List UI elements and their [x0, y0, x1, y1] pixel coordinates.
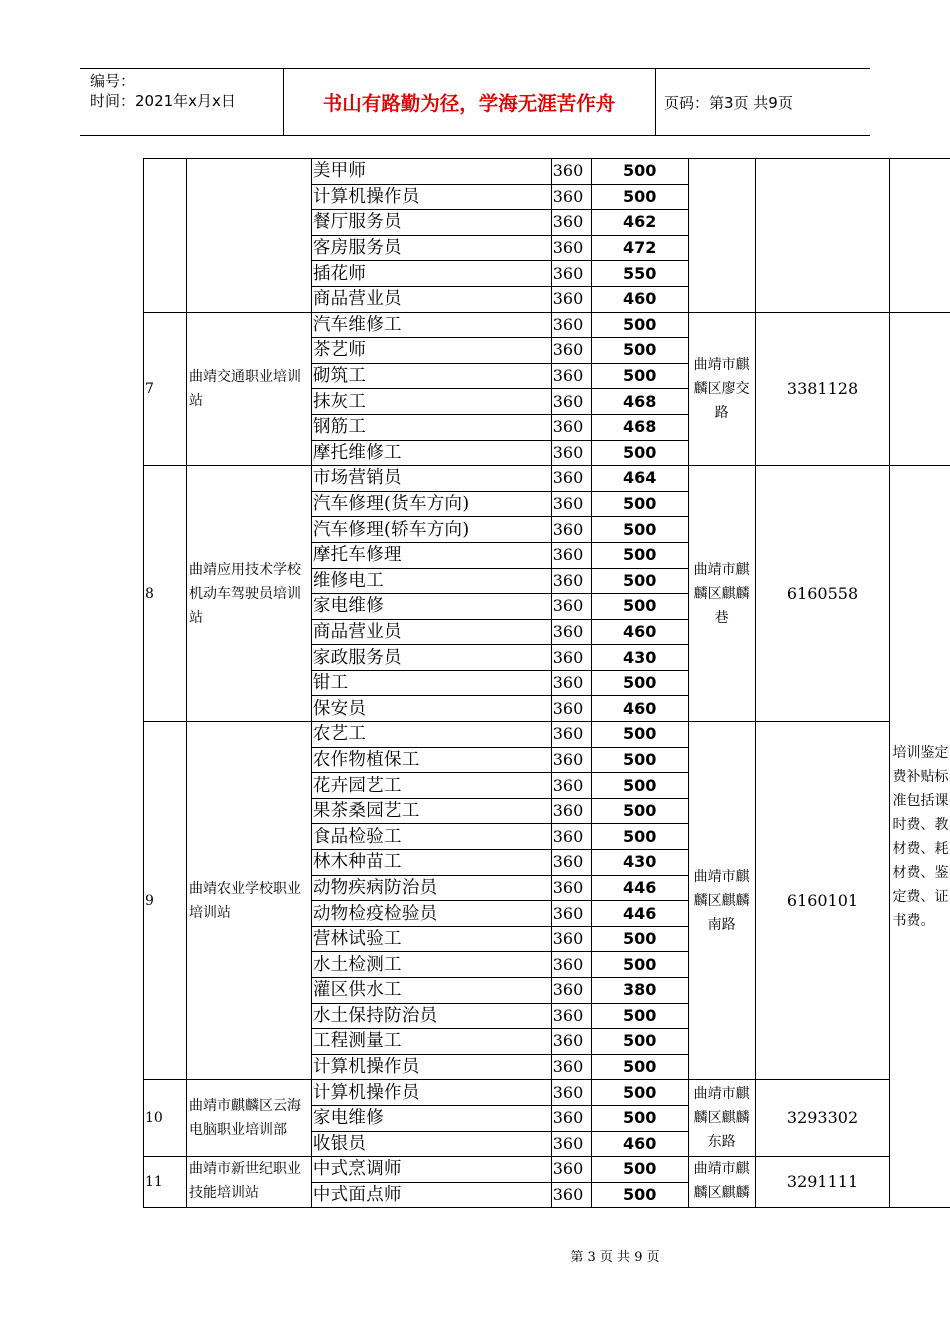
- institution-number: 9: [144, 722, 187, 1080]
- profession-cell: 抹灰工: [311, 389, 551, 415]
- fee-cell: 500: [591, 542, 688, 568]
- hours-cell: 360: [551, 491, 591, 517]
- phone-cell: [755, 159, 890, 313]
- profession-cell: 商品营业员: [311, 286, 551, 312]
- hours-cell: 360: [551, 798, 591, 824]
- profession-cell: 钳工: [311, 670, 551, 696]
- profession-cell: 市场营销员: [311, 466, 551, 492]
- fee-cell: 500: [591, 1003, 688, 1029]
- profession-cell: 动物检疫检验员: [311, 901, 551, 927]
- fee-cell: 500: [591, 824, 688, 850]
- table-row: [144, 312, 950, 338]
- training-table: [143, 158, 950, 1208]
- profession-cell: 汽车维修工: [311, 312, 551, 338]
- fee-cell: 446: [591, 875, 688, 901]
- institution-name: 曲靖交通职业培训站: [186, 312, 311, 466]
- fee-cell: 500: [591, 1080, 688, 1106]
- fee-cell: 500: [591, 440, 688, 466]
- hours-cell: 360: [551, 210, 591, 236]
- fee-cell: 500: [591, 722, 688, 748]
- hours-cell: 360: [551, 1003, 591, 1029]
- institution-name: 曲靖农业学校职业培训站: [186, 722, 311, 1080]
- profession-cell: 农艺工: [311, 722, 551, 748]
- profession-cell: 家政服务员: [311, 645, 551, 671]
- fee-cell: 500: [591, 773, 688, 799]
- fee-cell: 500: [591, 517, 688, 543]
- hours-cell: 360: [551, 619, 591, 645]
- profession-cell: 插花师: [311, 261, 551, 287]
- header-meta: [90, 71, 236, 111]
- table-row: [144, 722, 950, 748]
- institution-name: 曲靖市新世纪职业技能培训站: [186, 1157, 311, 1208]
- fee-cell: 500: [591, 1054, 688, 1080]
- fee-cell: 500: [591, 568, 688, 594]
- fee-cell: 460: [591, 286, 688, 312]
- institution-number: 10: [144, 1080, 187, 1157]
- page-label: 页码：第3页 共9页: [664, 93, 793, 112]
- profession-cell: 汽车修理(货车方向): [311, 491, 551, 517]
- fee-cell: 500: [591, 926, 688, 952]
- profession-cell: 维修电工: [311, 568, 551, 594]
- time-label: 时间：2021年x月x日: [90, 92, 236, 110]
- hours-cell: 360: [551, 773, 591, 799]
- hours-cell: 360: [551, 594, 591, 620]
- profession-cell: 食品检验工: [311, 824, 551, 850]
- number-label: 编号：: [90, 72, 136, 90]
- table-row: [144, 1157, 950, 1183]
- profession-cell: 中式面点师: [311, 1182, 551, 1208]
- profession-cell: 家电维修: [311, 1105, 551, 1131]
- fee-cell: 500: [591, 338, 688, 364]
- profession-cell: 茶艺师: [311, 338, 551, 364]
- profession-cell: 客房服务员: [311, 235, 551, 261]
- fee-cell: 462: [591, 210, 688, 236]
- profession-cell: 果茶桑园艺工: [311, 798, 551, 824]
- hours-cell: 360: [551, 542, 591, 568]
- profession-cell: 花卉园艺工: [311, 773, 551, 799]
- profession-cell: 水土检测工: [311, 952, 551, 978]
- hours-cell: 360: [551, 1080, 591, 1106]
- address-cell: [688, 159, 755, 313]
- profession-cell: 摩托维修工: [311, 440, 551, 466]
- hours-cell: 360: [551, 414, 591, 440]
- phone-cell: 6160558: [755, 466, 890, 722]
- fee-cell: 500: [591, 363, 688, 389]
- address-cell: 曲靖市麒麟区麒麟南路: [688, 722, 755, 1080]
- hours-cell: 360: [551, 824, 591, 850]
- hours-cell: 360: [551, 722, 591, 748]
- hours-cell: 360: [551, 850, 591, 876]
- table-row: [144, 159, 950, 185]
- fee-cell: 500: [591, 159, 688, 185]
- profession-cell: 灌区供水工: [311, 978, 551, 1004]
- profession-cell: 商品营业员: [311, 619, 551, 645]
- fee-cell: 500: [591, 1105, 688, 1131]
- hours-cell: 360: [551, 235, 591, 261]
- hours-cell: 360: [551, 568, 591, 594]
- hours-cell: 360: [551, 875, 591, 901]
- hours-cell: 360: [551, 338, 591, 364]
- profession-cell: 计算机操作员: [311, 184, 551, 210]
- fee-cell: 464: [591, 466, 688, 492]
- hours-cell: 360: [551, 1105, 591, 1131]
- fee-cell: 460: [591, 696, 688, 722]
- institution-number: 8: [144, 466, 187, 722]
- hours-cell: 360: [551, 696, 591, 722]
- hours-cell: 360: [551, 1182, 591, 1208]
- hours-cell: 360: [551, 926, 591, 952]
- table-body: [144, 159, 950, 1208]
- fee-cell: 430: [591, 645, 688, 671]
- profession-cell: 水土保持防治员: [311, 1003, 551, 1029]
- hours-cell: 360: [551, 363, 591, 389]
- page-header: [80, 68, 870, 136]
- profession-cell: 计算机操作员: [311, 1080, 551, 1106]
- phone-cell: 3291111: [755, 1157, 890, 1208]
- profession-cell: 林木种苗工: [311, 850, 551, 876]
- hours-cell: 360: [551, 645, 591, 671]
- hours-cell: 360: [551, 1157, 591, 1183]
- profession-cell: 中式烹调师: [311, 1157, 551, 1183]
- profession-cell: 农作物植保工: [311, 747, 551, 773]
- note-cell-empty: [890, 312, 950, 466]
- table-row: [144, 466, 950, 492]
- profession-cell: 美甲师: [311, 159, 551, 185]
- profession-cell: 计算机操作员: [311, 1054, 551, 1080]
- address-cell: 曲靖市麒麟区麒麟巷: [688, 466, 755, 722]
- profession-cell: 工程测量工: [311, 1029, 551, 1055]
- hours-cell: 360: [551, 159, 591, 185]
- header-divider-right: [655, 68, 656, 136]
- hours-cell: 360: [551, 261, 591, 287]
- hours-cell: 360: [551, 286, 591, 312]
- hours-cell: 360: [551, 184, 591, 210]
- hours-cell: 360: [551, 389, 591, 415]
- fee-cell: 500: [591, 952, 688, 978]
- profession-cell: 保安员: [311, 696, 551, 722]
- hours-cell: 360: [551, 901, 591, 927]
- hours-cell: 360: [551, 1029, 591, 1055]
- phone-cell: 3381128: [755, 312, 890, 466]
- institution-number: [144, 159, 187, 313]
- fee-cell: 500: [591, 1157, 688, 1183]
- fee-cell: 500: [591, 1029, 688, 1055]
- institution-name: [186, 159, 311, 313]
- profession-cell: 家电维修: [311, 594, 551, 620]
- hours-cell: 360: [551, 312, 591, 338]
- note-cell-empty: [890, 159, 950, 313]
- profession-cell: 营林试验工: [311, 926, 551, 952]
- hours-cell: 360: [551, 747, 591, 773]
- profession-cell: 收银员: [311, 1131, 551, 1157]
- profession-cell: 餐厅服务员: [311, 210, 551, 236]
- profession-cell: 动物疾病防治员: [311, 875, 551, 901]
- fee-cell: 500: [591, 747, 688, 773]
- fee-cell: 460: [591, 619, 688, 645]
- fee-cell: 500: [591, 798, 688, 824]
- profession-cell: 砌筑工: [311, 363, 551, 389]
- table-row: [144, 1080, 950, 1106]
- hours-cell: 360: [551, 517, 591, 543]
- address-cell: 曲靖市麒麟区廖交路: [688, 312, 755, 466]
- fee-cell: 500: [591, 491, 688, 517]
- address-cell: 曲靖市麒麟区麒麟: [688, 1157, 755, 1208]
- institution-number: 11: [144, 1157, 187, 1208]
- fee-cell: 500: [591, 184, 688, 210]
- fee-cell: 472: [591, 235, 688, 261]
- fee-cell: 380: [591, 978, 688, 1004]
- profession-cell: 汽车修理(轿车方向): [311, 517, 551, 543]
- institution-name: 曲靖应用技术学校机动车驾驶员培训站: [186, 466, 311, 722]
- address-cell: 曲靖市麒麟区麒麟东路: [688, 1080, 755, 1157]
- hours-cell: 360: [551, 466, 591, 492]
- hours-cell: 360: [551, 952, 591, 978]
- fee-cell: 446: [591, 901, 688, 927]
- hours-cell: 360: [551, 1131, 591, 1157]
- fee-cell: 460: [591, 1131, 688, 1157]
- fee-cell: 500: [591, 670, 688, 696]
- fee-cell: 430: [591, 850, 688, 876]
- fee-cell: 468: [591, 414, 688, 440]
- fee-cell: 500: [591, 594, 688, 620]
- hours-cell: 360: [551, 670, 591, 696]
- profession-cell: 钢筋工: [311, 414, 551, 440]
- fee-cell: 550: [591, 261, 688, 287]
- fee-cell: 500: [591, 1182, 688, 1208]
- fee-cell: 500: [591, 312, 688, 338]
- page-footer: 第 3 页 共 9 页: [570, 1250, 660, 1265]
- phone-cell: 6160101: [755, 722, 890, 1080]
- institution-number: 7: [144, 312, 187, 466]
- hours-cell: 360: [551, 440, 591, 466]
- profession-cell: 摩托车修理: [311, 542, 551, 568]
- institution-name: 曲靖市麒麟区云海电脑职业培训部: [186, 1080, 311, 1157]
- fee-cell: 468: [591, 389, 688, 415]
- hours-cell: 360: [551, 978, 591, 1004]
- phone-cell: 3293302: [755, 1080, 890, 1157]
- motto: 书山有路勤为径，学海无涯苦作舟: [322, 92, 616, 115]
- hours-cell: 360: [551, 1054, 591, 1080]
- subsidy-note: 培训鉴定费补贴标准包括课时费、教材费、耗材费、鉴定费、证书费。: [890, 466, 950, 1208]
